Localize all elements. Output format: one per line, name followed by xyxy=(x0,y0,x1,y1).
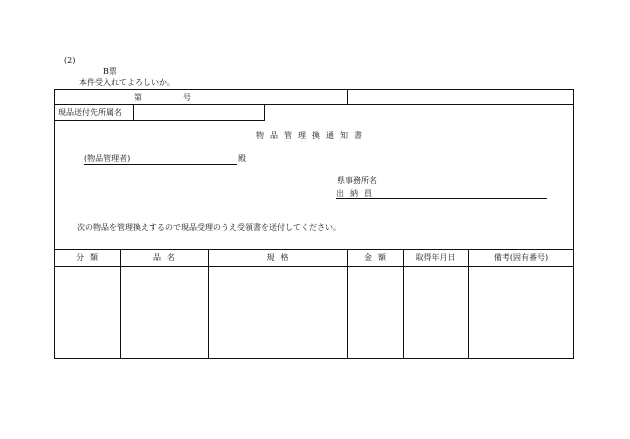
table-header-category: 分類 xyxy=(76,253,104,262)
notice-message: 次の物品を管理換えするので現品受理のうえ受領書を送付してください。 xyxy=(77,223,341,232)
table-header-item-name: 品名 xyxy=(153,253,181,262)
recipient-row-bottom-line xyxy=(54,120,265,121)
table-header-bottom-line xyxy=(54,266,574,267)
addressee-label: (物品管理者) xyxy=(84,154,131,163)
number-row-divider xyxy=(347,89,348,105)
cashier-underline xyxy=(336,198,547,199)
number-row-bottom-line xyxy=(54,104,574,105)
recipient-label: 現品送付先所属名 xyxy=(58,108,122,117)
table-col-divider-5 xyxy=(468,249,469,359)
section-number: (2) xyxy=(64,56,76,65)
addressee-honorific: 殿 xyxy=(238,154,246,163)
table-header-remarks: 備考(固有番号) xyxy=(493,253,549,262)
table-header-spec: 規格 xyxy=(266,253,295,262)
table-top-line xyxy=(54,249,574,250)
approval-question: 本件受入れてよろしいか。 xyxy=(79,78,175,87)
number-label-dai: 第 xyxy=(134,93,142,102)
notice-title: 物品管理換通知書 xyxy=(256,131,368,140)
table-col-divider-2 xyxy=(208,249,209,359)
number-label-go: 号 xyxy=(183,93,191,102)
table-col-divider-1 xyxy=(120,249,121,359)
form-type-label: B票 xyxy=(103,67,117,76)
recipient-label-divider xyxy=(133,104,134,121)
table-col-divider-4 xyxy=(403,249,404,359)
table-col-divider-3 xyxy=(347,249,348,359)
cashier-label: 出納員 xyxy=(336,189,378,198)
table-header-amount: 金額 xyxy=(364,253,392,262)
table-header-acquired-date: 取得年月日 xyxy=(415,253,456,262)
addressee-underline xyxy=(84,164,237,165)
recipient-value-field[interactable] xyxy=(135,106,262,119)
office-label: 県事務所名 xyxy=(337,176,377,185)
recipient-value-right-edge xyxy=(264,104,265,121)
